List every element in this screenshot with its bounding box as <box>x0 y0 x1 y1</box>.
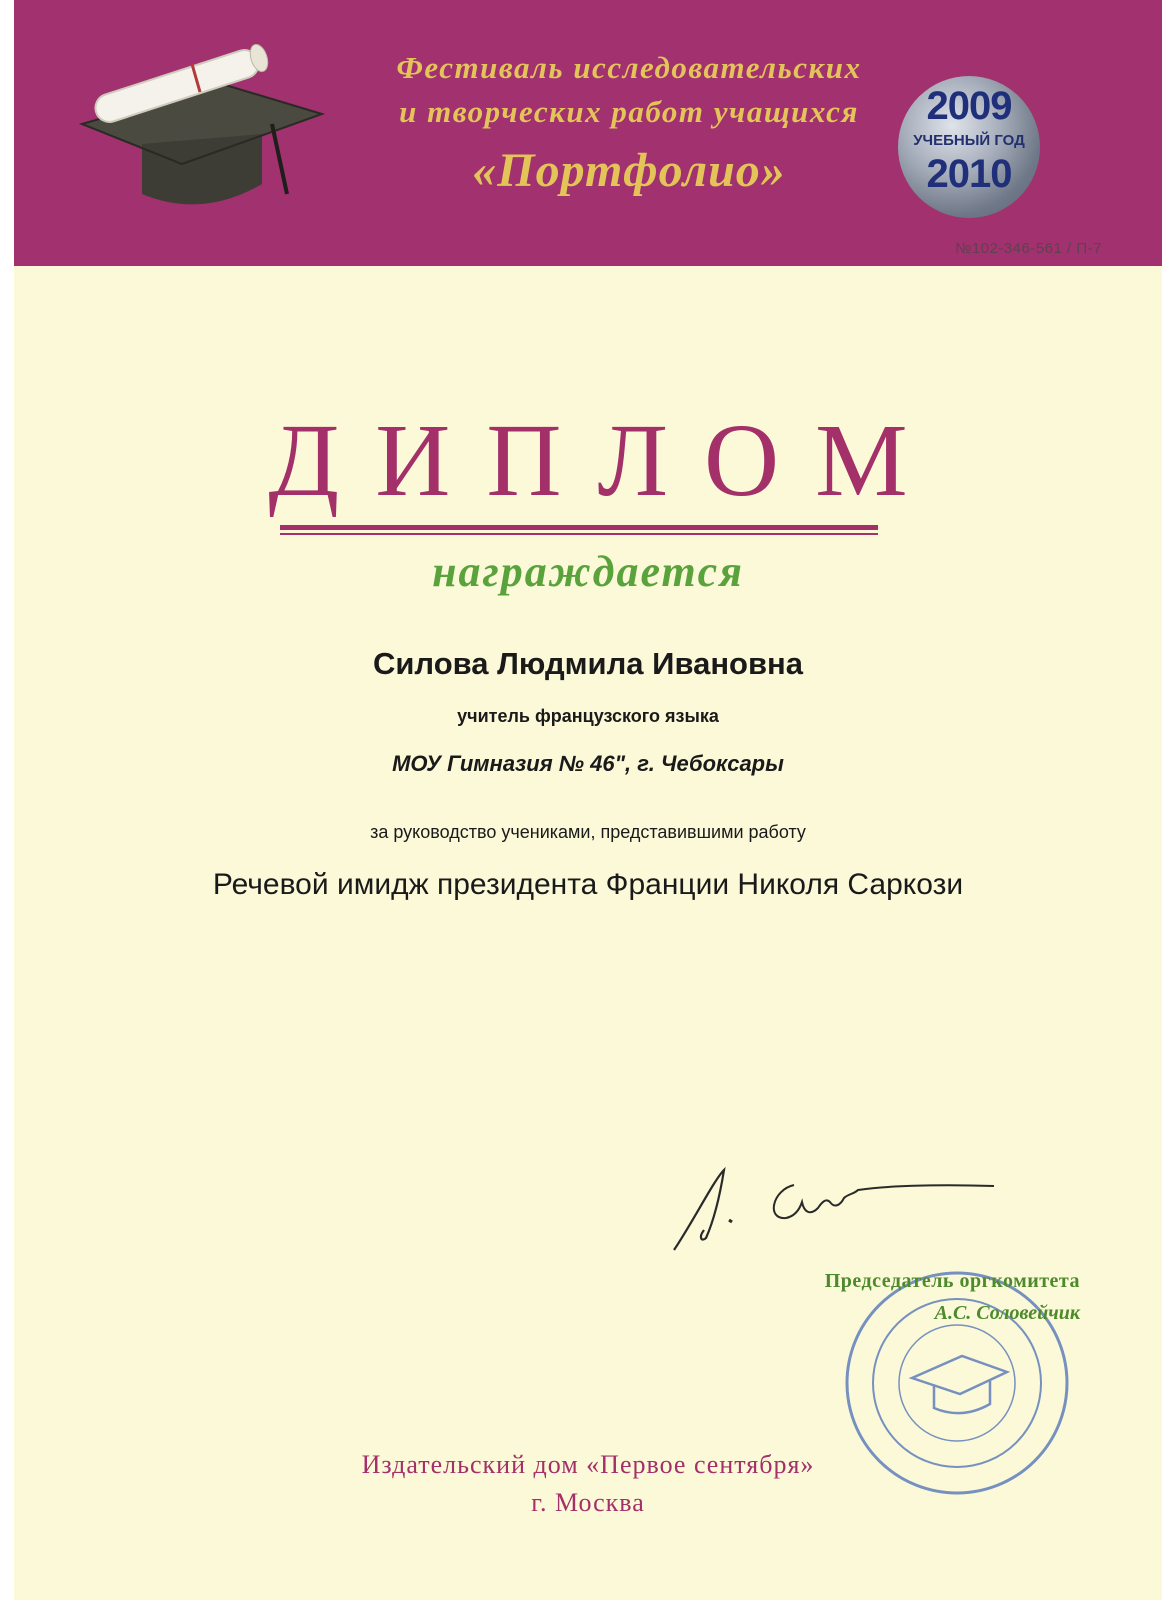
awarded-label: награждается <box>432 547 744 596</box>
year-label: УЧЕБНЫЙ ГОД <box>913 132 1025 149</box>
publisher-name: Издательский дом «Первое сентября» <box>361 1450 815 1479</box>
year-start: 2009 <box>926 84 1012 128</box>
year-end: 2010 <box>926 152 1012 196</box>
diploma-sheet <box>14 0 1162 1600</box>
recipient-name: Силова Людмила Ивановна <box>372 646 804 681</box>
publisher-city: г. Москва <box>531 1488 645 1517</box>
document-number: №102-346-561 / П-7 <box>955 240 1102 257</box>
chairman-name: А.С. Соловейчик <box>934 1302 1080 1324</box>
school-name: МОУ Гимназия № 46", г. Чебоксары <box>392 751 784 776</box>
award-reason: за руководство учениками, представившими работу <box>370 822 806 842</box>
chairman-role: Председатель оргкомитета <box>824 1270 1080 1292</box>
title-underline-thick <box>280 525 878 530</box>
diploma-title: ДИПЛОМ <box>268 403 944 518</box>
festival-title <box>344 46 914 206</box>
festival-name: «Портфолио» <box>472 144 786 197</box>
festival-line-1: Фестиваль исследовательских <box>396 50 862 85</box>
graduation-cap-icon <box>72 44 332 224</box>
recipient-position: учитель французского языка <box>457 706 719 726</box>
title-underline-thin <box>280 533 878 535</box>
handwritten-signature-icon <box>654 1150 1014 1260</box>
year-hologram-badge <box>898 76 1040 218</box>
header-banner <box>14 0 1162 266</box>
festival-line-2: и творческих работ учащихся <box>399 94 859 129</box>
work-title: Речевой имидж президента Франции Николя Саркози <box>212 868 964 901</box>
